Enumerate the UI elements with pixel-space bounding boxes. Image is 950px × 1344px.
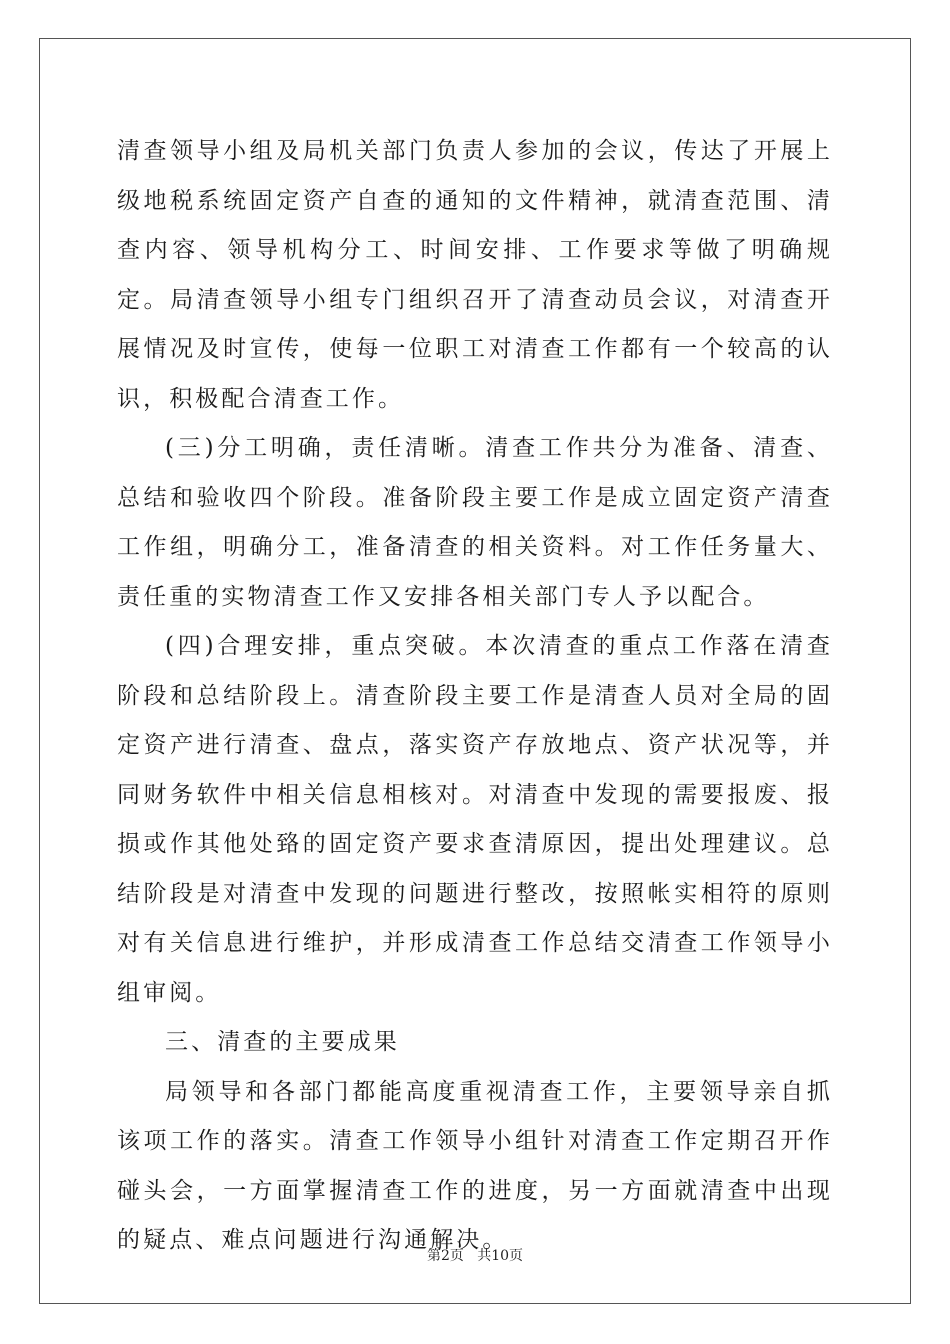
section-heading: 三、清查的主要成果	[165, 1029, 400, 1055]
paragraph-1: 清查领导小组及局机关部门负责人参加的会议，传达了开展上级地税系统固定资产自查的通知的文件精神，就清查范围、清查内容、领导机构分工、时间安排、工作要求等做了明确规定。局清查领导小组专门组织召开了清查动员会议，对清查开展情况及时宣传，使每一位职工对清查工作都有一个较高的认识，积极配合清查工作。	[117, 138, 833, 412]
paragraph-2: (三)分工明确，责任清晰。清查工作共分为准备、清查、总结和验收四个阶段。准备阶段主要工作是成立固定资产清查工作组，明确分工，准备清查的相关资料。对工作任务量大、责任重的实物清查工作又安排各相关部门专人予以配合。	[117, 435, 833, 610]
page-number: 第2页 共10页	[426, 1248, 524, 1264]
page-footer	[0, 1245, 950, 1265]
paragraph-4: 局领导和各部门都能高度重视清查工作，主要领导亲自抓该项工作的落实。清查工作领导小组针对清查工作定期召开作碰头会，一方面掌握清查工作的进度，另一方面就清查中出现的疑点、难点问题进行沟通解决。	[117, 1078, 833, 1253]
paragraph-3: (四)合理安排，重点突破。本次清查的重点工作落在清查阶段和总结阶段上。清查阶段主要工作是清查人员对全局的固定资产进行清查、盘点，落实资产存放地点、资产状况等，并同财务软件中相关信息相核对。对清查中发现的需要报废、报损或作其他处臵的固定资产要求查清原因，提出处理建议。总结阶段是对清查中发现的问题进行整改，按照帐实相符的原则对有关信息进行维护，并形成清查工作总结交清查工作领导小组审阅。	[117, 633, 833, 1006]
document-body	[117, 127, 833, 1266]
